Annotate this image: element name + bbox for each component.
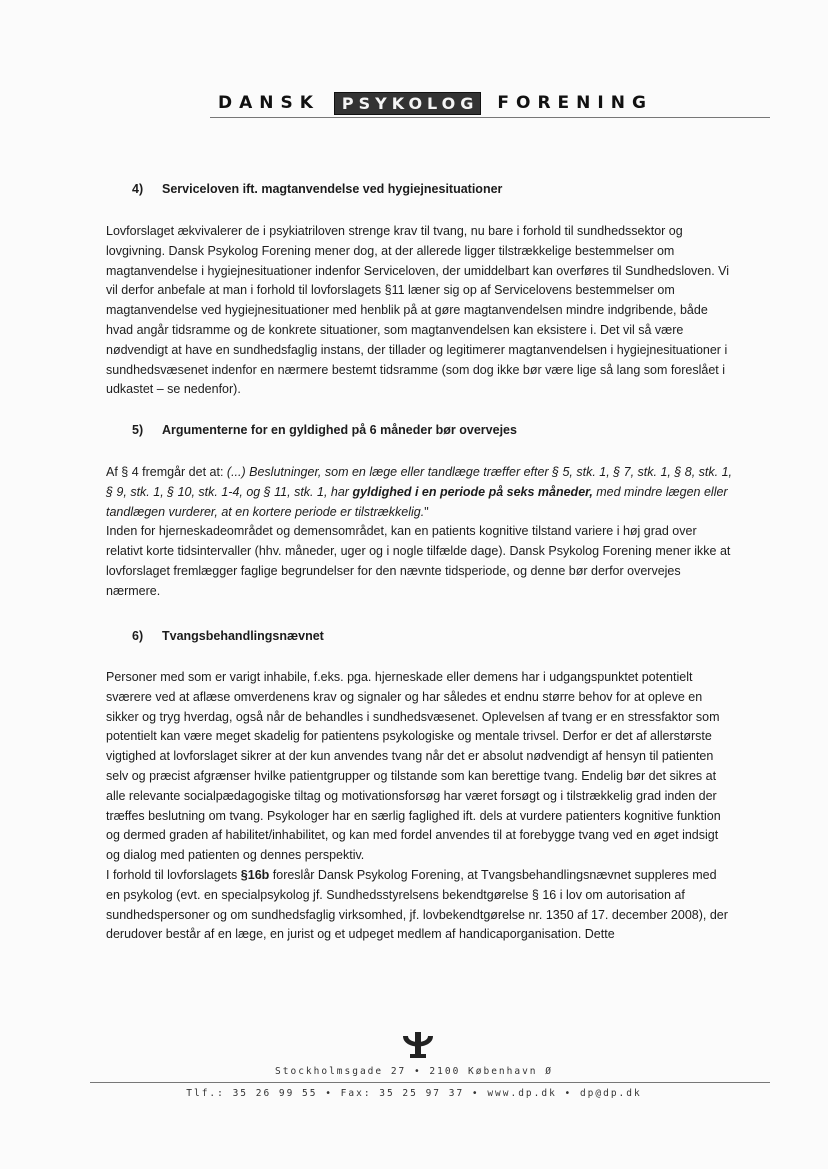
- quote-emphasis: gyldighed i en periode på seks måneder,: [352, 484, 593, 499]
- section-6-body: [106, 668, 732, 945]
- section-title: Serviceloven ift. magtanvendelse ved hygiejnesituationer: [162, 182, 503, 196]
- para2-emphasis: §16b: [240, 867, 270, 882]
- footer-contact: Tlf.: 35 26 99 55 • Fax: 35 25 97 37 • www.dp.dk • dp@dp.dk: [186, 1088, 642, 1099]
- quote-paragraph: [106, 463, 732, 522]
- paragraph: Lovforslaget ækvivalerer de i psykiatriloven strenge krav til tvang, nu bare i forhold til sundhedssektor og lovgivning. Dansk Psykolog Forening mener dog, at der allerede ligger tilstrækkelige bestemmelser om magtanvendelse i hygiejnesituationer indenfor Serviceloven, der umiddelbart kan overføres til Sundhedsloven. Vi vil derfor anbefale at man i forhold til lovforslagets §11 læner sig op af Servicelovens bestemmelser om magtanvendelse ved hygiejnesituationer med henblik på at gøre magtanvendelsen mindre indgribende, både hvad angår tidsramme og de konkrete situationer, som magtanvendelsen kan eksistere i. Det vil så være nødvendigt at have en sundhedsfaglig instans, der tillader og legitimerer magtanvendelsen i hygiejnesituationer i sundhedsvæsenet indenfor en nærmere bestemt tidsramme (som dog ikke bør være lige så lang som foreslået i udkastet – se nedenfor).: [106, 224, 730, 397]
- section-4-body: [106, 222, 732, 400]
- para2-text: I forhold til lovforslagets: [106, 867, 241, 882]
- footer-divider: [90, 1082, 770, 1083]
- brand-word-psykolog: PSYKOLOG: [334, 92, 481, 115]
- association-logo-icon: [400, 1030, 436, 1060]
- section-4-heading: [132, 180, 502, 200]
- brand-word-dansk: DANSK: [218, 93, 320, 113]
- para2-text-end: foreslår Dansk Psykolog Forening, at Tvangsbehandlingsnævnet suppleres med en psykolog (evt. en specialpsykolog jf. Sundhedsstyrelsens bekendtgørelse § 16 i lov om autorisation af sundhedspersoner og om sundhedsfaglig virksomhed, jf. lovbekendtgørelse nr. 1350 af 17. december 2008), der derudover består af en læge, en jurist og et udpeget medlem af handicaporganisation. Dette: [106, 867, 728, 942]
- brand-word-forening: FORENING: [497, 93, 653, 113]
- section-5-body: [106, 463, 732, 602]
- section-title: Argumenterne for en gyldighed på 6 måneder bør overvejes: [162, 423, 517, 437]
- section-5-heading: [132, 421, 517, 441]
- letterhead: [218, 88, 658, 118]
- section-number: 5): [132, 423, 144, 437]
- paragraph: Inden for hjerneskadeområdet og demensområdet, kan en patients kognitive tilstand variere i høj grad over relativt korte tidsintervaller (hhv. måneder, uger og i nogle tilfælde dage). Dansk Psykolog Forening mener ikke at lovforslaget fremlægger faglige begrundelser for den nævnte tidsperiode, og denne bør derfor overvejes nærmere.: [106, 524, 731, 598]
- quote-intro: Af § 4 fremgår det at:: [106, 465, 227, 479]
- header-divider: [210, 117, 770, 118]
- footer-address: Stockholmsgade 27 • 2100 København Ø: [275, 1066, 553, 1077]
- section-number: 4): [132, 182, 144, 196]
- section-title: Tvangsbehandlingsnævnet: [162, 629, 324, 643]
- section-number: 6): [132, 629, 144, 643]
- quote-close: ": [424, 504, 429, 519]
- quote-text: (...) Beslutninger, som en læge eller tandlæge træffer efter § 5, stk. 1, § 7, stk. 1, § 8, stk. 1, § 9, stk. 1, § 10, stk. 1-4, og § 11, stk. 1, har: [106, 465, 733, 499]
- paragraph: Personer med som er varigt inhabile, f.eks. pga. hjerneskade eller demens har i udgangspunktet potentielt sværere ved at aflæse omverdenens krav og signaler og har således et endnu større behov for at opleve en sikker og tryg hverdag, også når de behandles i sundhedsvæsenet. Oplevelsen af tvang er en stressfaktor som potentielt kan være meget skadelig for patientens psykologiske og mentale trivsel. Derfor er det af allerstørste vigtighed at lovforslaget sikrer at der kun anvendes tvang når det er absolut nødvendigt af hensyn til patienten selv og præcist afgrænser hvilke patientgrupper og tilstande som kan berettige tvang. Endelig bør det sikres at alle relevante socialpædagogiske tiltag og motivationsforsøg har været forsøgt og i tilstrækkelig grad inden der træffes beslutning om tvang. Psykologer har en særlig faglighed ift. dels at vurdere patienters kognitive funktion og dermed graden af habilitet/inhabilitet, og kan med fordel anvendes til at forebygge tvang ved en øget indsigt og dialog med patienten og dennes perspektiv.: [106, 670, 721, 863]
- section-6-heading: [132, 627, 324, 647]
- quote-text-end: med mindre lægen eller tandlægen vurderer, at en kortere periode er tilstrækkelig.: [106, 484, 728, 519]
- paragraph-2: [106, 866, 732, 945]
